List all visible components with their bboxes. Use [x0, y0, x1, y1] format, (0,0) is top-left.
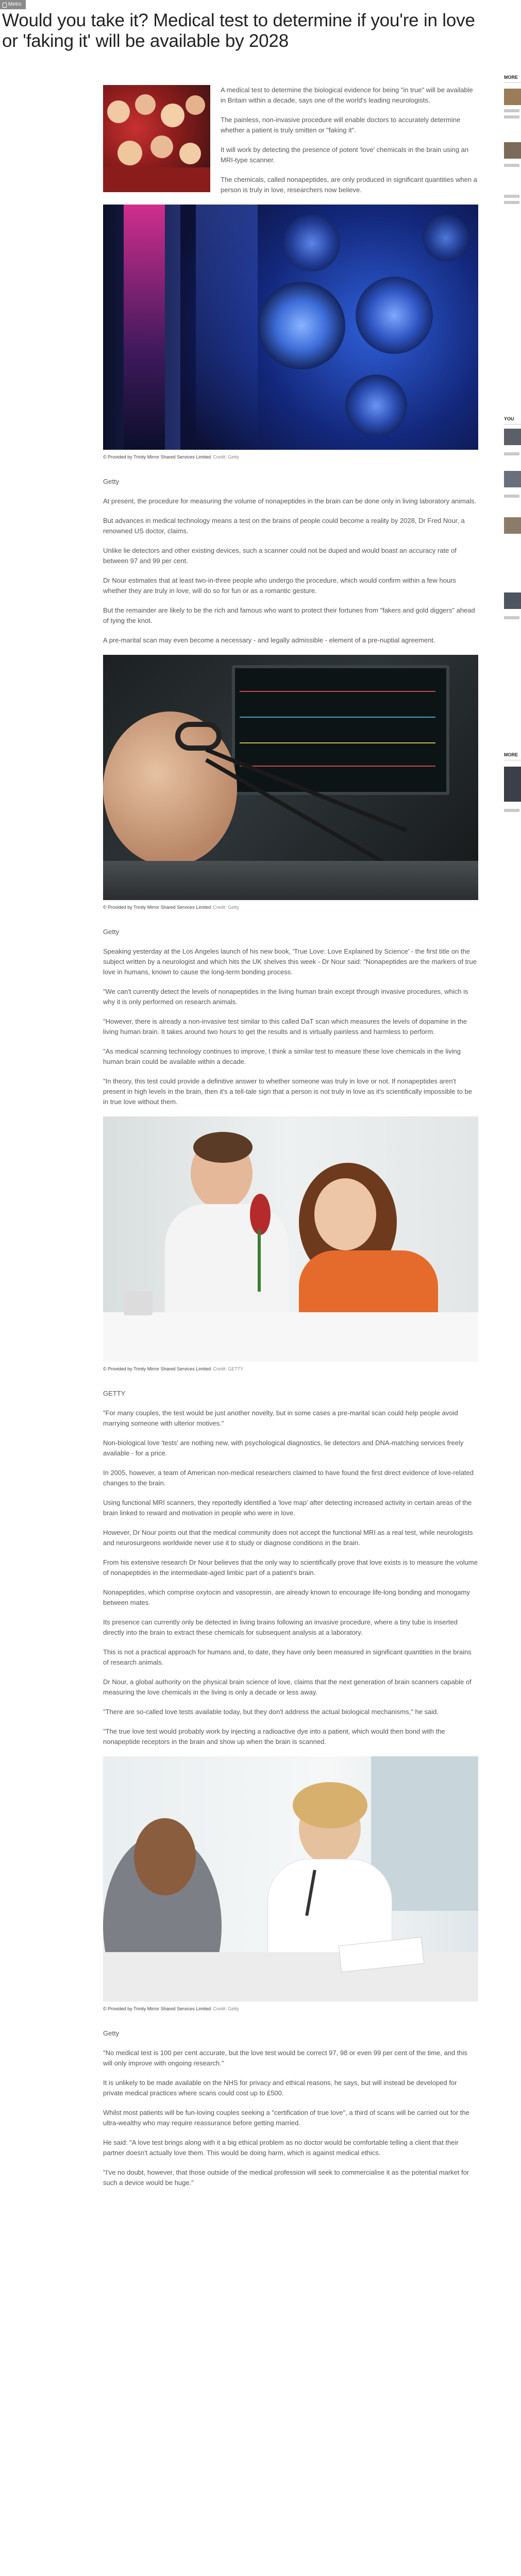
paragraph: Whilst most patients will be fun-loving couples seeking a "certification of true love", a third of scans will be carried out for the ultra-wealthy who may require reassurance before getting married.	[103, 2109, 469, 2127]
paragraph: Non-biological love 'tests' are nothing new, with psychological diagnostics, lie detectors and DNA-matching services freely available - for a price.	[103, 1439, 464, 1457]
caption-credit: Credit: Getty	[213, 454, 239, 460]
paragraph: Nonapeptides, which comprise oxytocin and vasopressin, are already known to encourage life-long bonding and monogamy between mates.	[103, 1588, 470, 1606]
paragraph: Dr Nour estimates that at least two-in-three people who undergo the procedure, which would confirm within a few hours whether they are truly in love, will do so for fun or as a romantic gesture.	[103, 577, 457, 595]
paragraph: The chemicals, called nonapeptides, are only produced in significant quantities when a person is truly in love, researchers now believe.	[221, 176, 477, 194]
image-credit: GETTY	[103, 1389, 126, 1397]
paragraph: It will work by detecting the presence of potent 'love' chemicals in the brain using an MRI-type scanner.	[221, 146, 469, 164]
paragraph: He said: "A love test brings along with it a big ethical problem as no doctor would be comfortable telling a client that their partner doesn't actually love them. This would be doing harm, which is against medical ethics.	[103, 2139, 459, 2157]
sidebar-text[interactable]	[504, 452, 519, 455]
paragraph: At present, the procedure for measuring the volume of nonapeptides in the brain can be done only in living laboratory animals.	[103, 497, 477, 505]
paragraph: "We can't currently detect the levels of nonapeptides in the living human brain except through invasive procedures, which is why it is only performed on research animals.	[103, 988, 468, 1006]
sidebar-text[interactable]	[504, 616, 519, 619]
paragraph: "There are so-called love tests available today, but they don't address the actual biological mechanisms," he said.	[103, 1708, 439, 1716]
doctor-consultation-image	[103, 1756, 478, 2002]
image-caption	[103, 452, 478, 462]
paragraph: But the remainder are likely to be the rich and famous who want to protect their fortunes from "fakers and gold diggers" ahead of tying the knot.	[103, 606, 475, 624]
sidebar-thumbnail[interactable]	[504, 429, 521, 445]
sidebar-thumbnail[interactable]	[504, 592, 521, 609]
paragraph: Using functional MRI scanners, they reportedly identified a 'love map' after detecting increased activity in certain areas of the brain linked to reward and motivation in people who were in love.	[103, 1499, 472, 1517]
sidebar-heading: MORE	[504, 75, 518, 80]
image-caption	[103, 902, 478, 912]
caption-text: © Provided by Trinity Mirror Shared Services Limited	[103, 905, 211, 910]
article-title: Would you take it? Medical test to determine if you're in love or 'faking it' will be available by 2028	[2, 10, 475, 51]
paragraph: However, Dr Nour points out that the medical community does not accept the functional MRI as a real test, while neurologists and neurosurgeons worldwide never use it to study or diagnose conditions in the brain.	[103, 1529, 473, 1547]
paragraph: "As medical scanning technology continues to improve, I think a similar test to measure these love chemicals in the living human brain could be available within a decade.	[103, 1047, 461, 1065]
sidebar-thumbnail[interactable]	[504, 767, 521, 802]
paragraph: "In theory, this test could provide a definitive answer to whether someone was truly in love or not. If nonapeptides aren't present in high levels in the brain, then it's a tell-tale sign that a person is not truly in love as it's scientifically impossible to be in true love without them.	[103, 1077, 472, 1106]
sidebar-heading: MORE	[504, 752, 518, 757]
divider	[504, 82, 521, 83]
paragraph: A pre-marital scan may even become a necessary - and legally admissible - element of a pre-nuptial agreement.	[103, 636, 435, 644]
sidebar-thumbnail[interactable]	[504, 517, 521, 534]
sidebar-thumbnail[interactable]	[504, 89, 521, 105]
image-credit: Getty	[103, 2029, 120, 2037]
image-caption	[103, 1364, 478, 1374]
couple-date-image	[103, 1116, 478, 1362]
paragraph: "I've no doubt, however, that those outside of the medical profession will seek to commercialise it as the potential market for such a device would be huge."	[103, 2168, 469, 2187]
brain-scan-image	[103, 205, 478, 450]
sidebar-thumbnail[interactable]	[504, 471, 521, 487]
sidebar-text[interactable]	[504, 809, 519, 812]
paragraph: "The true love test would probably work by injecting a radioactive dye into a patient, which would then bond with the nonapeptide receptors in the brain and show up when the brain is scanned.	[103, 1727, 445, 1745]
image-credit: Getty	[103, 928, 120, 936]
paragraph: Unlike lie detectors and other existing devices, such a scanner could not be duped and would boast an accuracy rate of between 97 and 99 per cent.	[103, 547, 457, 565]
article-body	[103, 85, 478, 2197]
paragraph: But advances in medical technology means a test on the brains of people could become a reality by 2028, Dr Fred Nour, a renowned US doctor, claims.	[103, 517, 465, 535]
paragraph: In 2005, however, a team of American non-medical researchers claimed to have found the first direct evidence of love-related changes to the brain.	[103, 1469, 474, 1487]
paragraph: Dr Nour, a global authority on the physical brain science of love, claims that the next generation of brain scanners capable of measuring the love chemicals in the living is only a decade or less away.	[103, 1678, 472, 1696]
caption-text: © Provided by Trinity Mirror Shared Services Limited	[103, 2006, 211, 2011]
image-caption	[103, 2004, 478, 2014]
sidebar-text[interactable]	[504, 109, 519, 112]
crowd-photo	[103, 85, 210, 192]
paragraph: From his extensive research Dr Nour believes that the only way to scientifically prove that love exists is to measure the volume of nonapeptides in the intermediate-aged limbic part of a patient's brain.	[103, 1558, 478, 1577]
article-lead	[103, 85, 478, 205]
sidebar-text[interactable]	[504, 164, 519, 167]
paragraph: The painless, non-invasive procedure will enable doctors to accurately determine whether a patient is truly smitten or "faking it".	[221, 116, 461, 134]
paragraph: "No medical test is 100 per cent accurate, but the love test would be correct 97, 98 or even 99 per cent of the time, and this will only improve with ongoing research."	[103, 2049, 468, 2067]
paragraph: A medical test to determine the biological evidence for being "in true" will be available in Britain within a decade, says one of the world's leading neurologists.	[221, 86, 473, 104]
image-credit: Getty	[103, 478, 120, 485]
caption-text: © Provided by Trinity Mirror Shared Services Limited	[103, 454, 211, 460]
paragraph: "For many couples, the test would be just another novelty, but in some cases a pre-marital scan could help people avoid marrying someone with ulterior motives."	[103, 1409, 458, 1427]
paragraph: "However, there is already a non-invasive test similar to this called DaT scan which measures the levels of dopamine in the living human brain. It takes around two hours to get the results and is virtually painless and harmless to perform.	[103, 1018, 467, 1036]
sidebar-thumbnail[interactable]	[504, 142, 521, 159]
sidebar	[499, 0, 521, 2576]
paragraph: It is unlikely to be made available on the NHS for privacy and ethical reasons, he says, but will instead be developed for private medical practices where scans could cost up to £500.	[103, 2079, 457, 2097]
paragraph: Its presence can currently only be detected in living brains following an invasive procedure, where a tiny tube is inserted directly into the brain to extract these chemicals for subsequent analysis at a laboratory.	[103, 1618, 458, 1636]
caption-credit: Credit: GETTY	[213, 1366, 244, 1371]
caption-credit: Credit: Getty	[213, 2006, 239, 2011]
sidebar-text[interactable]	[504, 195, 519, 198]
sidebar-text[interactable]	[504, 115, 519, 118]
caption-text: © Provided by Trinity Mirror Shared Services Limited	[103, 1366, 211, 1371]
paragraph: This is not a practical approach for humans and, to date, they have only been measured in significant quantities in the brains of research animals.	[103, 1648, 472, 1666]
sidebar-text[interactable]	[504, 495, 519, 498]
eeg-electrodes-image	[103, 655, 478, 900]
sidebar-heading: YOU	[504, 416, 514, 421]
paragraph: Speaking yesterday at the Los Angeles launch of his new book, 'True Love: Love Explained by Science' - the first title on the subject written by a neurologist and which hits the UK shelves this week - Dr Nour said: "Nonapeptides are the markers of true love in humans, known to cause the long-term bonding process.	[103, 947, 477, 976]
caption-credit: Credit: Getty	[213, 905, 239, 910]
divider	[504, 424, 521, 425]
sidebar-text[interactable]	[504, 201, 519, 204]
source-badge: Metro	[0, 0, 26, 9]
